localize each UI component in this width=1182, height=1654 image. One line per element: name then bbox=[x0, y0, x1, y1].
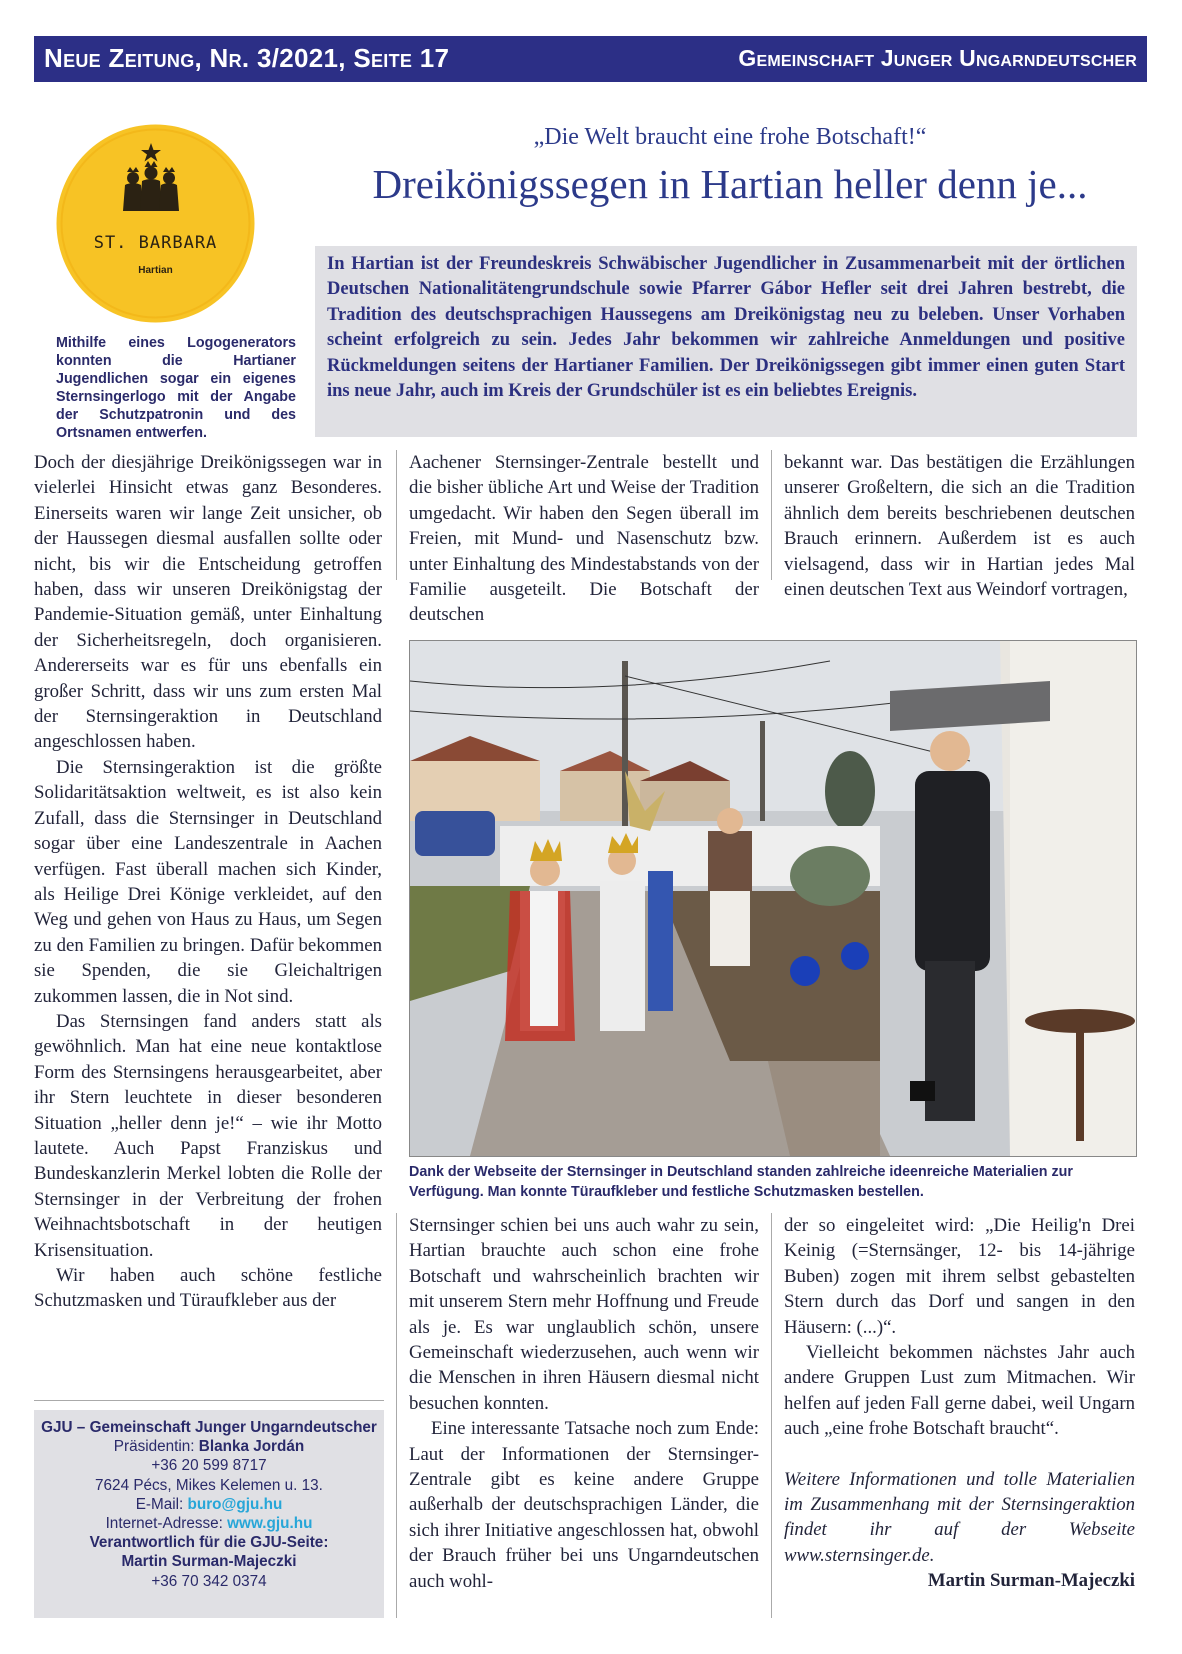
paragraph: bekannt war. Das bestätigen die Erzählungen unserer Großeltern, die sich an die Tradition ähnlich dem bereits beschriebenen deutschen Brauch erinnern. Außerdem ist es auch vielsagend, dass wir in Hartian jedes Mal einen deutschen Text aus Weindorf vortragen, bbox=[784, 452, 1135, 601]
column-2-bottom bbox=[409, 1213, 759, 1594]
paragraph: Aachener Sternsinger-Zentrale bestellt und die bisher übliche Art und Weise der Tradition umgedacht. Wir haben den Segen überall im Freien, mit Mund- und Nasenschutz bzw. unter Einhaltung des Mindestabstands von der Familie ausgeteilt. Die Botschaft der deutschen bbox=[409, 452, 759, 626]
paragraph: Sternsinger schien bei uns auch wahr zu sein, Hartian brauchte auch schon eine frohe Botschaft und wahrscheinlich brachten wir mit unserem Stern mehr Hoffnung und Freude als je. Es war unglaublich schön, unsere Gemeinschaft wiederzusehen, auch wenn wir die Menschen in ihren Häusern diesmal nicht besuchen konnten. bbox=[409, 1215, 759, 1414]
article-kicker: „Die Welt braucht eine frohe Botschaft!“ bbox=[533, 124, 927, 150]
web-label: Internet-Adresse: bbox=[105, 1515, 223, 1533]
paragraph: Eine interessante Tatsache noch zum Ende: Laut der Informationen der Sternsinger-Zentrale gibt es keine andere Gruppe außerhalb der deutschsprachigen Länder, die sich ihrer Initiative angeschlossen hat, obwohl der Brauch früher bei uns Ungarndeutschen auch wohl- bbox=[409, 1418, 759, 1592]
section-name: Gemeinschaft Junger Ungarndeutscher bbox=[738, 45, 1137, 71]
paragraph: der so eingeleitet wird: „Die Heilig'n Drei Keinig (=Sternsänger, 12- bis 14-jährige Buben) zogen mit ihrem selbst gebastelten Stern durch das Dorf und sangen in den Häusern: (...)“. bbox=[784, 1215, 1135, 1338]
column-3-top bbox=[784, 450, 1135, 602]
paragraph: Doch der diesjährige Dreikönigssegen war in vielerlei Hinsicht etwas ganz Besonderes. Einerseits waren wir lange Zeit unsicher, ob der Haussegen diesmal ausfallen sollte oder nicht, bis wir die Entscheidung getroffen haben, dass wir unseren Dreikönigstag der Pandemie-Situation gemäß, unter Einhaltung der Sicherheitsregeln, doch organisieren. Andererseits war es für uns ebenfalls ein großer Schritt, dass wir uns zum ersten Mal der Sternsingeraktion in Deutschland angeschlossen haben. bbox=[34, 452, 382, 753]
more-info-note: Weitere Informationen und tolle Materialien im Zusammenhang mit der Sternsingeraktion findet ihr auf der Webseite www.sternsinger.de. bbox=[784, 1468, 1135, 1566]
email-line bbox=[34, 1495, 384, 1514]
web-line bbox=[34, 1514, 384, 1533]
column-divider bbox=[771, 450, 772, 580]
logo-place: Hartian bbox=[138, 265, 173, 276]
phone: +36 20 599 8717 bbox=[151, 1457, 267, 1475]
responsible-name: Martin Surman-Majeczki bbox=[121, 1553, 297, 1571]
column-divider bbox=[396, 450, 397, 580]
article-author: Martin Surman-Majeczki bbox=[927, 1570, 1135, 1592]
paragraph: Die Sternsingeraktion ist die größte Solidaritätsaktion weltweit, es ist also kein Zufall, dass die Sternsinger in Deutschland sogar über eine Landeszentrale in Aachen verfügen. Fast überall machen sich Kinder, als Heilige Drei Könige verkleidet, auf den Weg und gehen von Haus zu Haus, um Segen zu den Familien zu bringen. Dafür bekommen sie Spenden, die sie Gleichaltrigen zukommen lassen, die in Not sind. bbox=[34, 756, 382, 1007]
column-divider bbox=[396, 1213, 397, 1618]
page-header-band bbox=[34, 36, 1147, 82]
address: 7624 Pécs, Mikes Kelemen u. 13. bbox=[95, 1476, 323, 1494]
article-title: Dreikönigssegen in Hartian heller denn je... bbox=[372, 161, 1088, 207]
president-label: Präsidentin: bbox=[113, 1438, 195, 1456]
photo-caption: Dank der Webseite der Sternsinger in Deutschland standen zahlreiche ideenreiche Materialien zur Verfügung. Man konnte Türaufkleber und festliche Schutzmasken bestellen. bbox=[409, 1164, 1073, 1200]
contact-box bbox=[34, 1410, 384, 1618]
responsible-label: Verantwortlich für die GJU-Seite: bbox=[89, 1534, 329, 1552]
president-line bbox=[34, 1437, 384, 1456]
responsible-phone: +36 70 342 0374 bbox=[151, 1572, 267, 1590]
column-divider bbox=[771, 1213, 772, 1618]
column-2-top bbox=[409, 450, 759, 628]
lead-text: In Hartian ist der Freundeskreis Schwäbischer Jugendlicher in Zusammenarbeit mit der örtlichen Deutschen Nationalitätengrundschule sowie Pfarrer Gábor Hefler seit drei Jahren bestrebt, die Tradition des deutschsprachigen Haussegens am Dreikönigstag neu zu beleben. Unser Vorhaben scheint erfolgreich zu sein. Jedes Jahr bekommen wir zahlreiche Anmeldungen und positive Rückmeldungen seitens der Hartianer Familien. Der Dreikönigssegen gibt immer einen guten Start ins neue Jahr, auch im Kreis der Grundschüler ist es ein beliebtes Ereignis. bbox=[327, 254, 1125, 402]
newspaper-issue-label: Neue Zeitung, Nr. 3/2021, Seite 17 bbox=[44, 43, 450, 73]
paragraph: Das Sternsingen fand anders statt als gewöhnlich. Man hat eine neue kontaktlose Form des Sternsingens herausgearbeitet, aber ihr Stern leuchtete in dieser besonderen Situation „heller denn je!“ – wie ihr Motto lautete. Auch Papst Franziskus und Bundeskanzlerin Merkel lobten die Rolle der Sternsinger in der Verbreitung der frohen Weihnachtsbotschaft in der heutigen Krisensituation. bbox=[34, 1010, 382, 1261]
st-barbara-logo bbox=[55, 123, 256, 324]
column-1 bbox=[34, 450, 382, 1314]
logo-name: ST. BARBARA bbox=[93, 233, 218, 253]
paragraph: Vielleicht bekommen nächstes Jahr auch andere Gruppen Lust zum Mitmachen. Wir helfen auf jeden Fall gerne dabei, weil Ungarn auch „eine frohe Botschaft braucht“. bbox=[784, 1342, 1135, 1440]
column-3-bottom bbox=[784, 1213, 1135, 1594]
sternsinger-photo bbox=[409, 640, 1137, 1157]
email-link[interactable]: buro@gju.hu bbox=[187, 1495, 283, 1513]
org-name: GJU – Gemeinschaft Junger Ungarndeutscher bbox=[41, 1419, 377, 1436]
email-label: E-Mail: bbox=[135, 1495, 184, 1513]
lead-box bbox=[315, 246, 1137, 437]
paragraph: Wir haben auch schöne festliche Schutzmasken und Türaufkleber aus der bbox=[34, 1265, 382, 1312]
divider bbox=[34, 1400, 384, 1401]
web-link[interactable]: www.gju.hu bbox=[227, 1515, 313, 1533]
logo-caption: Mithilfe eines Logogenerators konnten die Hartianer Jugendlichen sogar ein eigenes Sternsingerlogo mit der Angabe der Schutzpatronin und des Ortsnamen entwerfen. bbox=[56, 335, 296, 441]
president-name: Blanka Jordán bbox=[198, 1438, 305, 1456]
